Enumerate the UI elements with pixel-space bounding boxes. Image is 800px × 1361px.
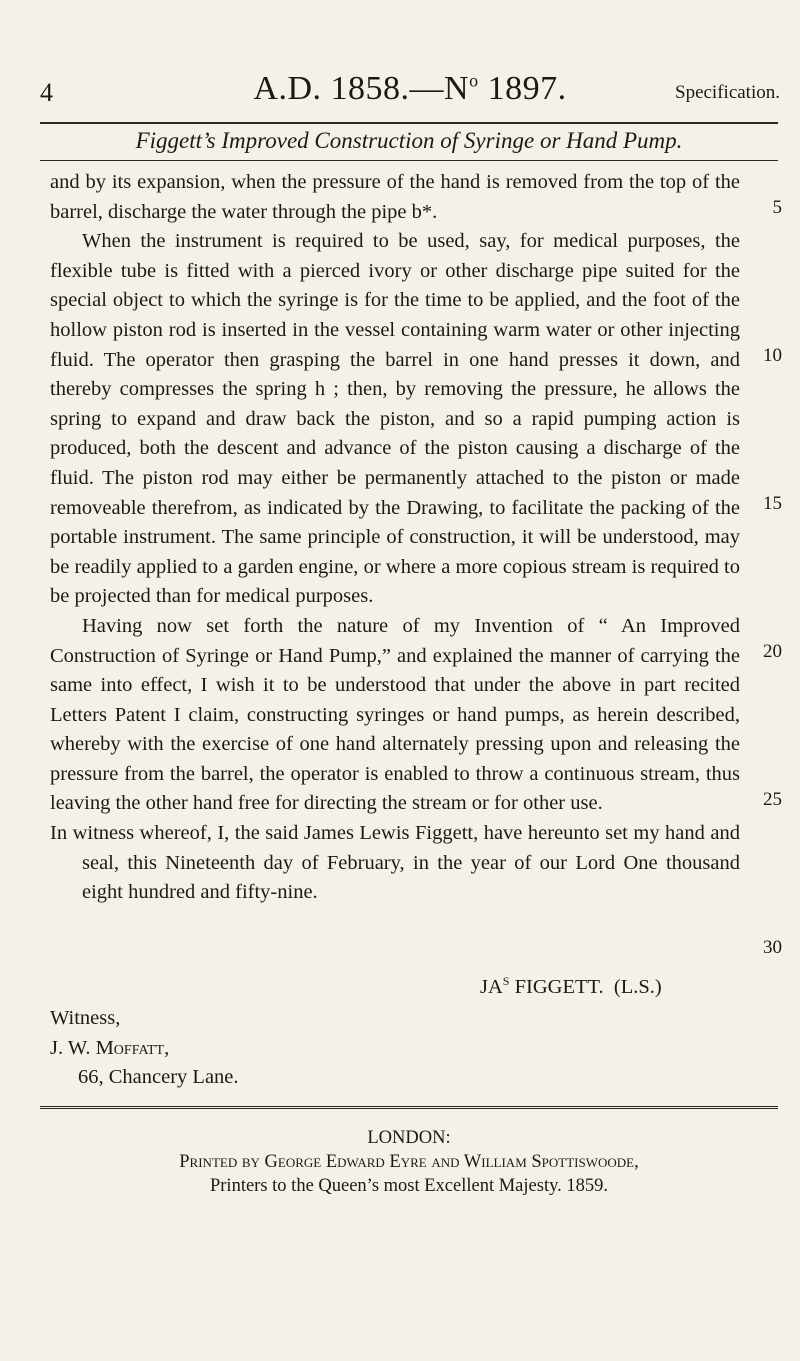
witness-label: Witness, — [50, 1007, 121, 1029]
imprint-line: Printed by George Edward Eyre and William Spottiswoode, — [179, 1152, 639, 1172]
witness-name: J. W. Moffatt, — [50, 1036, 170, 1059]
subtitle-rule — [40, 160, 778, 161]
page-number: 4 — [40, 78, 53, 107]
line-number: 30 — [763, 937, 782, 958]
paragraph: Having now set forth the nature of my Invention of “ An Improved Construction of Syringe or Hand Pump,” and explained the manner of carrying the same into effect, I wish it to be understood that under the above in part recited Letters Patent I claim, constructing syringes or hand pumps, as herein described, whereby with the exercise of one hand alternately pressing upon and releasing the pressure from the barrel, the operator is enabled to throw a continuous stream, thus leaving the other hand free for directing the stream or for other use. — [50, 614, 740, 815]
specification-label: Specification. — [675, 82, 780, 103]
page-header — [40, 70, 780, 120]
imprint-line: Printers to the Queen’s most Excellent Majesty. 1859. — [209, 1176, 609, 1196]
footer-rule — [40, 1106, 778, 1109]
title-sup: o — [469, 70, 479, 91]
header-rule — [40, 122, 778, 124]
paragraph: In witness whereof, I, the said James Lewis Figgett, have hereunto set my hand and seal, this Nineteenth day of February, in the year of our Lord One thousand eight hundred and fifty-nine. — [50, 822, 740, 904]
line-number: 20 — [763, 641, 782, 662]
signature-sup: S — [502, 974, 510, 988]
witness-block — [50, 1004, 239, 1093]
line-number: 25 — [763, 789, 782, 810]
title-number: 1897. — [478, 70, 567, 107]
specification-body — [50, 168, 740, 908]
witness-address: 66, Chancery Lane. — [78, 1066, 239, 1089]
signature-prefix: JA — [480, 975, 503, 998]
paragraph: When the instrument is required to be used, say, for medical purposes, the flexible tube is fitted with a pierced ivory or other discharge pipe suited for the special object to which the syringe is for the time to be applied, and the foot of the hollow piston rod is inserted in the vessel containing warm water or other injecting fluid. The operator then grasping the barrel in one hand presses it down, and thereby compresses the spring h ; then, by removing the pressure, he allows the spring to expand and draw back the piston, and so a rapid pumping action is produced, both the descent and advance of the piston causing a discharge of the fluid. The piston rod may either be permanently attached to the piston or made removeable therefrom, as indicated by the Drawing, to facilitate the packing of the portable instrument. The same principle of construction, it will be understood, may be readily applied to a garden engine, or where a more copious stream is required to be projected than for medical purposes. — [50, 230, 740, 608]
imprint-city: LONDON: — [367, 1128, 451, 1148]
signature — [480, 974, 662, 999]
paragraph: and by its expansion, when the pressure of the hand is removed from the top of the barrel, discharge the water through the pipe b*. — [50, 171, 740, 223]
patent-title — [40, 70, 780, 108]
page-subtitle: Figgett’s Improved Construction of Syringe or Hand Pump. — [135, 128, 683, 153]
line-number: 5 — [772, 197, 782, 218]
seal-mark: (L.S.) — [613, 975, 662, 998]
title-prefix: A.D. 1858.—N — [253, 70, 470, 107]
line-number: 15 — [763, 493, 782, 514]
printer-imprint — [40, 1126, 778, 1198]
signature-name: FIGGETT. — [509, 975, 604, 998]
line-number: 10 — [763, 345, 782, 366]
